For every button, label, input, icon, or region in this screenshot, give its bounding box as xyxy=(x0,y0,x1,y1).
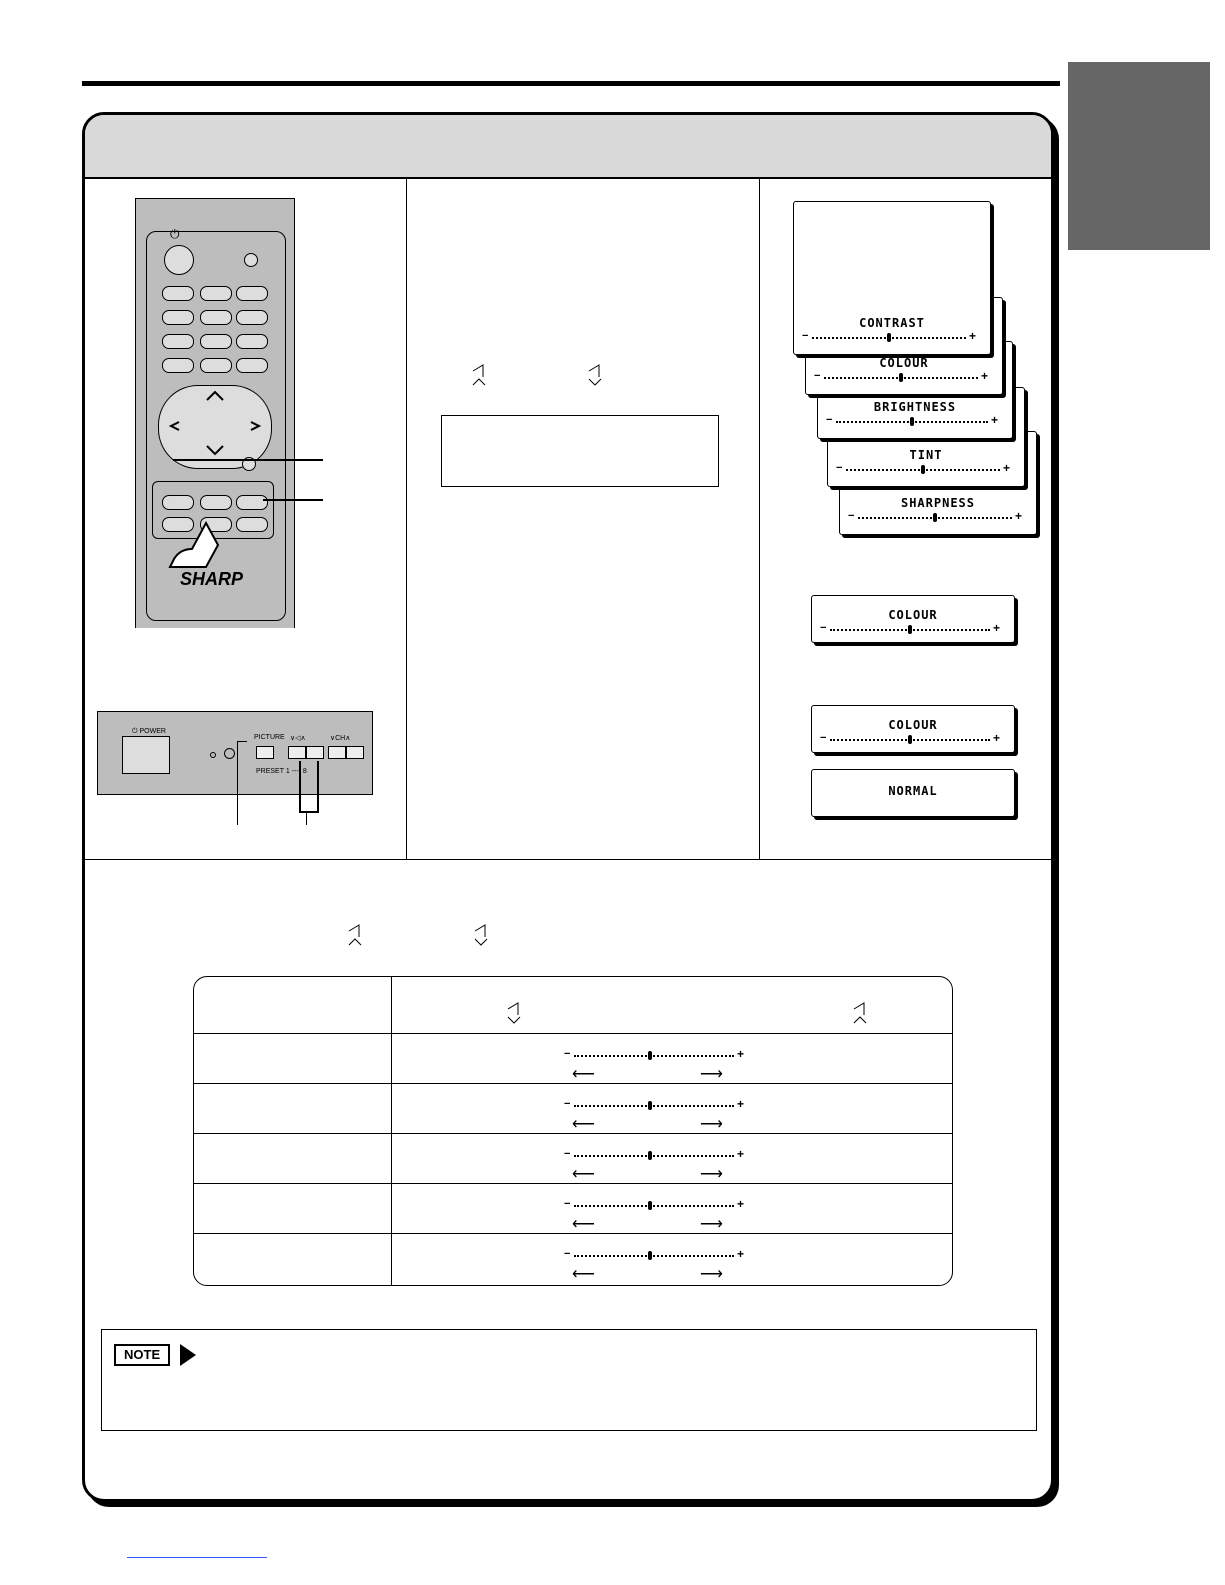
arrow-left-icon: ⟵ xyxy=(572,1266,595,1283)
number-button[interactable] xyxy=(200,286,232,301)
table-level-bar: − + ⟵ ⟶ xyxy=(564,1097,744,1133)
sensor-window xyxy=(224,748,235,759)
column-divider xyxy=(759,177,760,859)
tv-front-panel xyxy=(97,711,373,795)
number-button[interactable] xyxy=(162,334,194,349)
osd-label: BRIGHTNESS xyxy=(873,400,957,414)
table-level-bar: − + ⟵ ⟶ xyxy=(564,1047,744,1083)
number-button[interactable] xyxy=(236,334,268,349)
callout-line xyxy=(263,499,323,501)
top-rule xyxy=(82,81,1060,86)
arrow-right-icon: ⟶ xyxy=(700,1216,723,1233)
table-level-bar: − + ⟵ ⟶ xyxy=(564,1247,744,1283)
content-frame xyxy=(82,112,1054,1502)
osd-colour-display xyxy=(811,595,1015,643)
number-button[interactable] xyxy=(200,310,232,325)
osd-label: TINT xyxy=(909,448,943,462)
picture-label: PICTURE xyxy=(254,734,285,741)
osd-level-bar: − + xyxy=(826,413,998,427)
channel-label: ∨CH∧ xyxy=(330,735,351,742)
volume-down-icon xyxy=(471,923,501,947)
osd-level-marker xyxy=(887,333,891,342)
channel-down-button[interactable] xyxy=(328,746,346,759)
volume-label: ∨◁∧ xyxy=(290,735,306,742)
table-row xyxy=(194,1033,952,1084)
direction-pad[interactable] xyxy=(158,385,272,469)
section-tab xyxy=(1068,62,1210,250)
arrow-left-icon: ⟵ xyxy=(572,1066,595,1083)
osd-card xyxy=(793,201,991,355)
preset-label: PRESET 1 ---- 8 xyxy=(256,768,307,775)
number-button[interactable] xyxy=(162,286,194,301)
power-button[interactable] xyxy=(164,245,194,275)
osd-level-marker xyxy=(908,625,912,634)
arrow-right-icon: ⟶ xyxy=(700,1066,723,1083)
instruction-box xyxy=(441,415,719,487)
osd-colour-display xyxy=(811,705,1015,753)
channel-up-button[interactable] xyxy=(346,746,364,759)
power-icon: ⏻ xyxy=(170,227,180,241)
table-row xyxy=(194,1233,952,1284)
number-button[interactable] xyxy=(236,286,268,301)
table-level-marker xyxy=(648,1151,652,1160)
footer-link-underline[interactable] xyxy=(127,1557,267,1558)
adjustment-table xyxy=(193,976,953,1286)
function-button[interactable] xyxy=(162,495,194,510)
osd-label: COLOUR xyxy=(888,608,938,622)
callout-line xyxy=(173,459,323,461)
table-row xyxy=(194,1083,952,1134)
volume-down-icon xyxy=(585,363,615,387)
osd-level-marker xyxy=(908,735,912,744)
note-arrow-icon xyxy=(180,1344,196,1366)
osd-label: CONTRAST xyxy=(859,316,925,330)
arrow-left-icon: ⟵ xyxy=(572,1166,595,1183)
osd-level-bar: − + xyxy=(820,731,1000,745)
callout-line xyxy=(306,811,307,825)
arrow-right-icon: ⟶ xyxy=(700,1116,723,1133)
picture-button[interactable] xyxy=(256,746,274,759)
number-button[interactable] xyxy=(236,310,268,325)
osd-label: COLOUR xyxy=(879,356,929,370)
column-divider xyxy=(406,177,407,859)
direction-arrows-icon xyxy=(159,386,271,468)
arrow-left-icon: ⟵ xyxy=(572,1116,595,1133)
arrow-left-icon: ⟵ xyxy=(572,1216,595,1233)
number-button[interactable] xyxy=(200,334,232,349)
arrow-right-icon: ⟶ xyxy=(700,1266,723,1283)
osd-level-marker xyxy=(921,465,925,474)
section-divider xyxy=(85,859,1054,860)
note-box xyxy=(101,1329,1037,1431)
volume-up-button[interactable] xyxy=(306,746,324,759)
remote-control xyxy=(135,198,295,628)
table-level-marker xyxy=(648,1251,652,1260)
osd-label: NORMAL xyxy=(888,784,938,798)
power-label: ⏻ POWER xyxy=(132,728,166,735)
table-level-marker xyxy=(648,1201,652,1210)
digit-button[interactable] xyxy=(236,358,268,373)
volume-up-icon xyxy=(345,923,375,947)
callout-bracket xyxy=(299,761,319,813)
osd-level-bar: − + xyxy=(802,329,976,343)
table-level-marker xyxy=(648,1051,652,1060)
brand-logo: SHARP xyxy=(180,569,244,589)
number-button[interactable] xyxy=(200,358,232,373)
indicator-led xyxy=(210,752,216,758)
osd-level-marker xyxy=(933,513,937,522)
table-row xyxy=(194,1133,952,1184)
osd-normal-display xyxy=(811,769,1015,817)
callout-line xyxy=(237,741,247,742)
frame-header xyxy=(85,115,1051,179)
function-button[interactable] xyxy=(236,517,268,532)
indicator-button[interactable] xyxy=(244,253,258,267)
pointing-hand-icon xyxy=(166,519,226,569)
osd-label: COLOUR xyxy=(888,718,938,732)
osd-level-bar: − + xyxy=(820,621,1000,635)
table-level-marker xyxy=(648,1101,652,1110)
table-level-bar: − + ⟵ ⟶ xyxy=(564,1147,744,1183)
volume-up-icon xyxy=(469,363,499,387)
flashback-button[interactable] xyxy=(162,358,194,373)
function-button[interactable] xyxy=(200,495,232,510)
volume-up-icon xyxy=(850,1001,874,1025)
arrow-right-icon: ⟶ xyxy=(700,1166,723,1183)
osd-level-bar: − + xyxy=(848,509,1022,523)
number-button[interactable] xyxy=(162,310,194,325)
osd-level-marker xyxy=(910,417,914,426)
table-row xyxy=(194,1183,952,1234)
picture-button[interactable] xyxy=(236,495,268,510)
callout-line xyxy=(237,741,238,825)
osd-level-bar: − + xyxy=(814,369,988,383)
volume-down-button[interactable] xyxy=(288,746,306,759)
osd-level-marker xyxy=(899,373,903,382)
osd-level-bar: − + xyxy=(836,461,1010,475)
osd-label: SHARPNESS xyxy=(900,496,976,510)
note-badge: NOTE xyxy=(114,1344,170,1366)
table-level-bar: − + ⟵ ⟶ xyxy=(564,1197,744,1233)
power-switch[interactable] xyxy=(122,736,170,774)
volume-down-icon xyxy=(504,1001,528,1025)
